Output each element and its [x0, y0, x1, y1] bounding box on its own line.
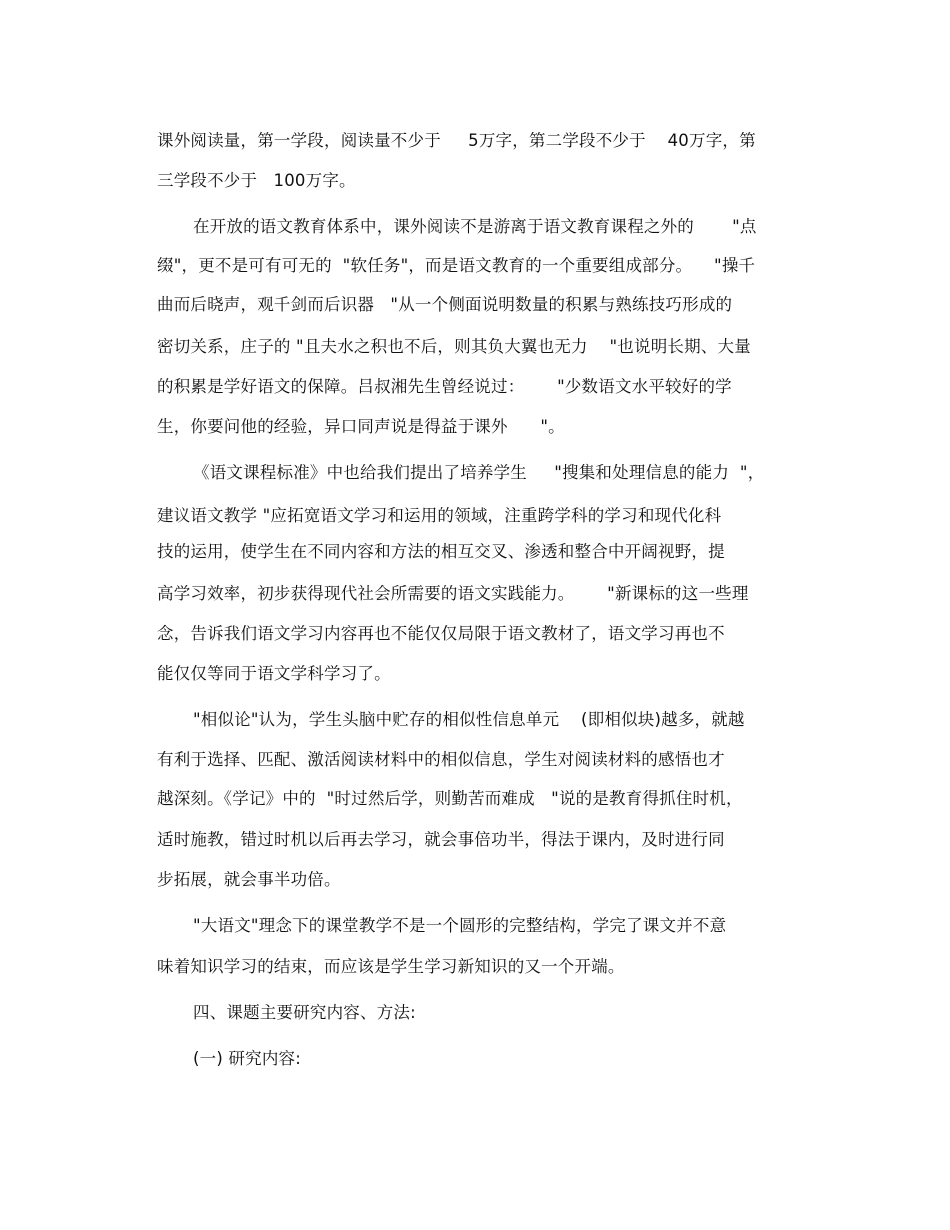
paragraph-4-line-1: "相似论"认为，学生头脑中贮存的相似性信息单元 (即相似块)越多，就越 — [193, 710, 745, 729]
paragraph-2-line-4: 密切关系，庄子的 "且夫水之积也不后，则其负大翼也无力 "也说明长期、大量 — [157, 337, 751, 356]
section-heading: 四、课题主要研究内容、方法: — [193, 1003, 416, 1022]
paragraph-4-line-3: 越深刻。《学记》中的 "时过然后学，则勤苦而难成 "说的是教育得抓住时机， — [157, 789, 743, 808]
paragraph-3-line-4: 高学习效率，初步获得现代社会所需要的语文实践能力。 "新课标的这一些理 — [157, 584, 749, 603]
paragraph-5-line-1: "大语文"理念下的课堂教学不是一个圆形的完整结构，学完了课文并不意 — [193, 916, 727, 935]
paragraph-3-line-2: 建议语文教学 "应拓宽语文学习和运用的领域，注重跨学科的学习和现代化科 — [157, 506, 722, 525]
paragraph-4-line-4: 适时施教，错过时机以后再去学习，就会事倍功半，得法于课内，及时进行同 — [157, 830, 725, 849]
paragraph-3-line-1: 《语文课程标准》中也给我们提出了培养学生 "搜集和处理信息的能力 "， — [193, 463, 765, 482]
paragraph-4-line-5: 步拓展，就会事半功倍。 — [157, 870, 341, 889]
paragraph-2-line-5: 的积累是学好语文的保障。吕叔湘先生曾经说过： "少数语文水平较好的学 — [157, 377, 732, 396]
subsection-heading: (一) 研究内容: — [193, 1049, 301, 1068]
paragraph-5-line-2: 味着知识学习的结束，而应该是学生学习新知识的又一个开端。 — [157, 957, 625, 976]
paragraph-1-line-1: 课外阅读量，第一学段，阅读量不少于 5万字，第二学段不少于 40万字，第 — [157, 131, 756, 150]
paragraph-3-line-3: 技的运用，使学生在不同内容和方法的相互交叉、渗透和整合中开阔视野，提 — [157, 542, 725, 561]
paragraph-4-line-2: 有利于选择、匹配、激活阅读材料中的相似信息，学生对阅读材料的感悟也才 — [157, 750, 725, 769]
paragraph-2-line-2: 缀"，更不是可有可无的 "软任务"，而是语文教育的一个重要组成部分。 "操千 — [157, 256, 756, 275]
paragraph-2-line-3: 曲而后晓声，观千剑而后识器 "从一个侧面说明数量的积累与熟练技巧形成的 — [157, 295, 733, 314]
paragraph-2-line-1: 在开放的语文教育体系中，课外阅读不是游离于语文教育课程之外的 "点 — [193, 217, 757, 236]
paragraph-2-line-6: 生，你要问他的经验，异口同声说是得益于课外 "。 — [157, 417, 565, 436]
paragraph-3-line-6: 能仅仅等同于语文学科学习了。 — [157, 664, 391, 683]
paragraph-3-line-5: 念，告诉我们语文学习内容再也不能仅仅局限于语文教材了，语文学习再也不 — [157, 624, 725, 643]
paragraph-1-line-2: 三学段不少于 100万字。 — [157, 171, 356, 190]
